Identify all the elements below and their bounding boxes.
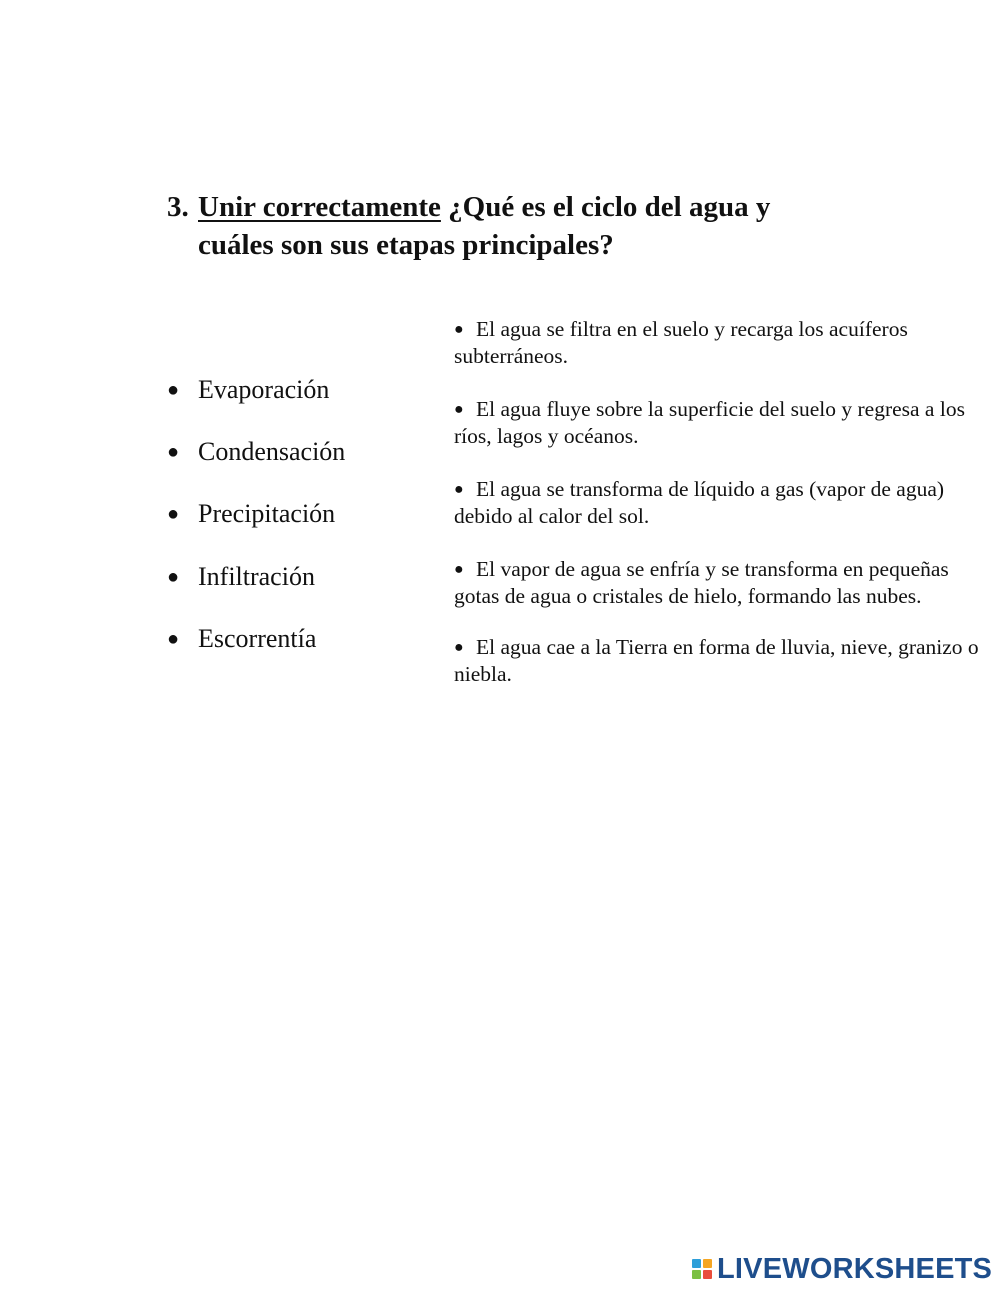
definition-text: El agua cae a la Tierra en forma de lluvia, nieve, granizo o niebla. <box>454 635 979 686</box>
bullet-icon: ● <box>167 503 180 526</box>
question-heading <box>167 188 827 264</box>
term-label: Condensación <box>198 437 346 467</box>
term-label: Escorrentía <box>198 623 317 653</box>
bullet-icon: ● <box>167 441 180 464</box>
bullet-icon: ● <box>454 561 464 578</box>
definition-item[interactable] <box>454 556 979 610</box>
term-label: Precipitación <box>198 499 336 529</box>
bullet-icon: ● <box>454 401 464 418</box>
logo-square <box>692 1259 701 1268</box>
logo-mark-icon <box>692 1259 712 1279</box>
bullet-icon: ● <box>167 627 180 650</box>
question-number: 3. <box>167 191 189 223</box>
definition-item[interactable] <box>454 316 979 370</box>
definition-item[interactable] <box>454 634 979 688</box>
logo-square <box>692 1270 701 1279</box>
definitions-list <box>454 316 979 714</box>
term-item[interactable] <box>167 372 345 434</box>
term-item[interactable] <box>167 621 345 683</box>
definition-text: El agua se filtra en el suelo y recarga los acuíferos subterráneos. <box>454 317 908 368</box>
question-text-line1: ¿Qué es el ciclo del agua y <box>448 191 771 223</box>
definition-text: El agua se transforma de líquido a gas (vapor de agua) debido al calor del sol. <box>454 477 945 528</box>
definition-text: El vapor de agua se enfría y se transforma en pequeñas gotas de agua o cristales de hielo, formando las nubes. <box>454 557 949 608</box>
definition-item[interactable] <box>454 476 979 530</box>
question-instruction: Unir correctamente <box>198 191 441 223</box>
definition-text: El agua fluye sobre la superficie del suelo y regresa a los ríos, lagos y océanos. <box>454 397 965 448</box>
bullet-icon: ● <box>167 379 180 401</box>
logo-square <box>703 1259 712 1268</box>
liveworksheets-logo[interactable] <box>692 1253 992 1285</box>
term-item[interactable] <box>167 559 345 621</box>
bullet-icon: ● <box>454 639 464 656</box>
definition-item[interactable] <box>454 396 979 450</box>
term-label: Evaporación <box>198 375 330 404</box>
question-text-line2: cuáles son sus etapas principales? <box>198 229 614 261</box>
terms-list <box>167 372 345 683</box>
bullet-icon: ● <box>454 321 464 338</box>
term-item[interactable] <box>167 434 345 496</box>
bullet-icon: ● <box>454 481 464 498</box>
logo-square <box>703 1270 712 1279</box>
logo-text: LIVEWORKSHEETS <box>717 1252 993 1285</box>
term-label: Infiltración <box>198 561 315 591</box>
bullet-icon: ● <box>167 565 180 588</box>
term-item[interactable] <box>167 496 345 558</box>
